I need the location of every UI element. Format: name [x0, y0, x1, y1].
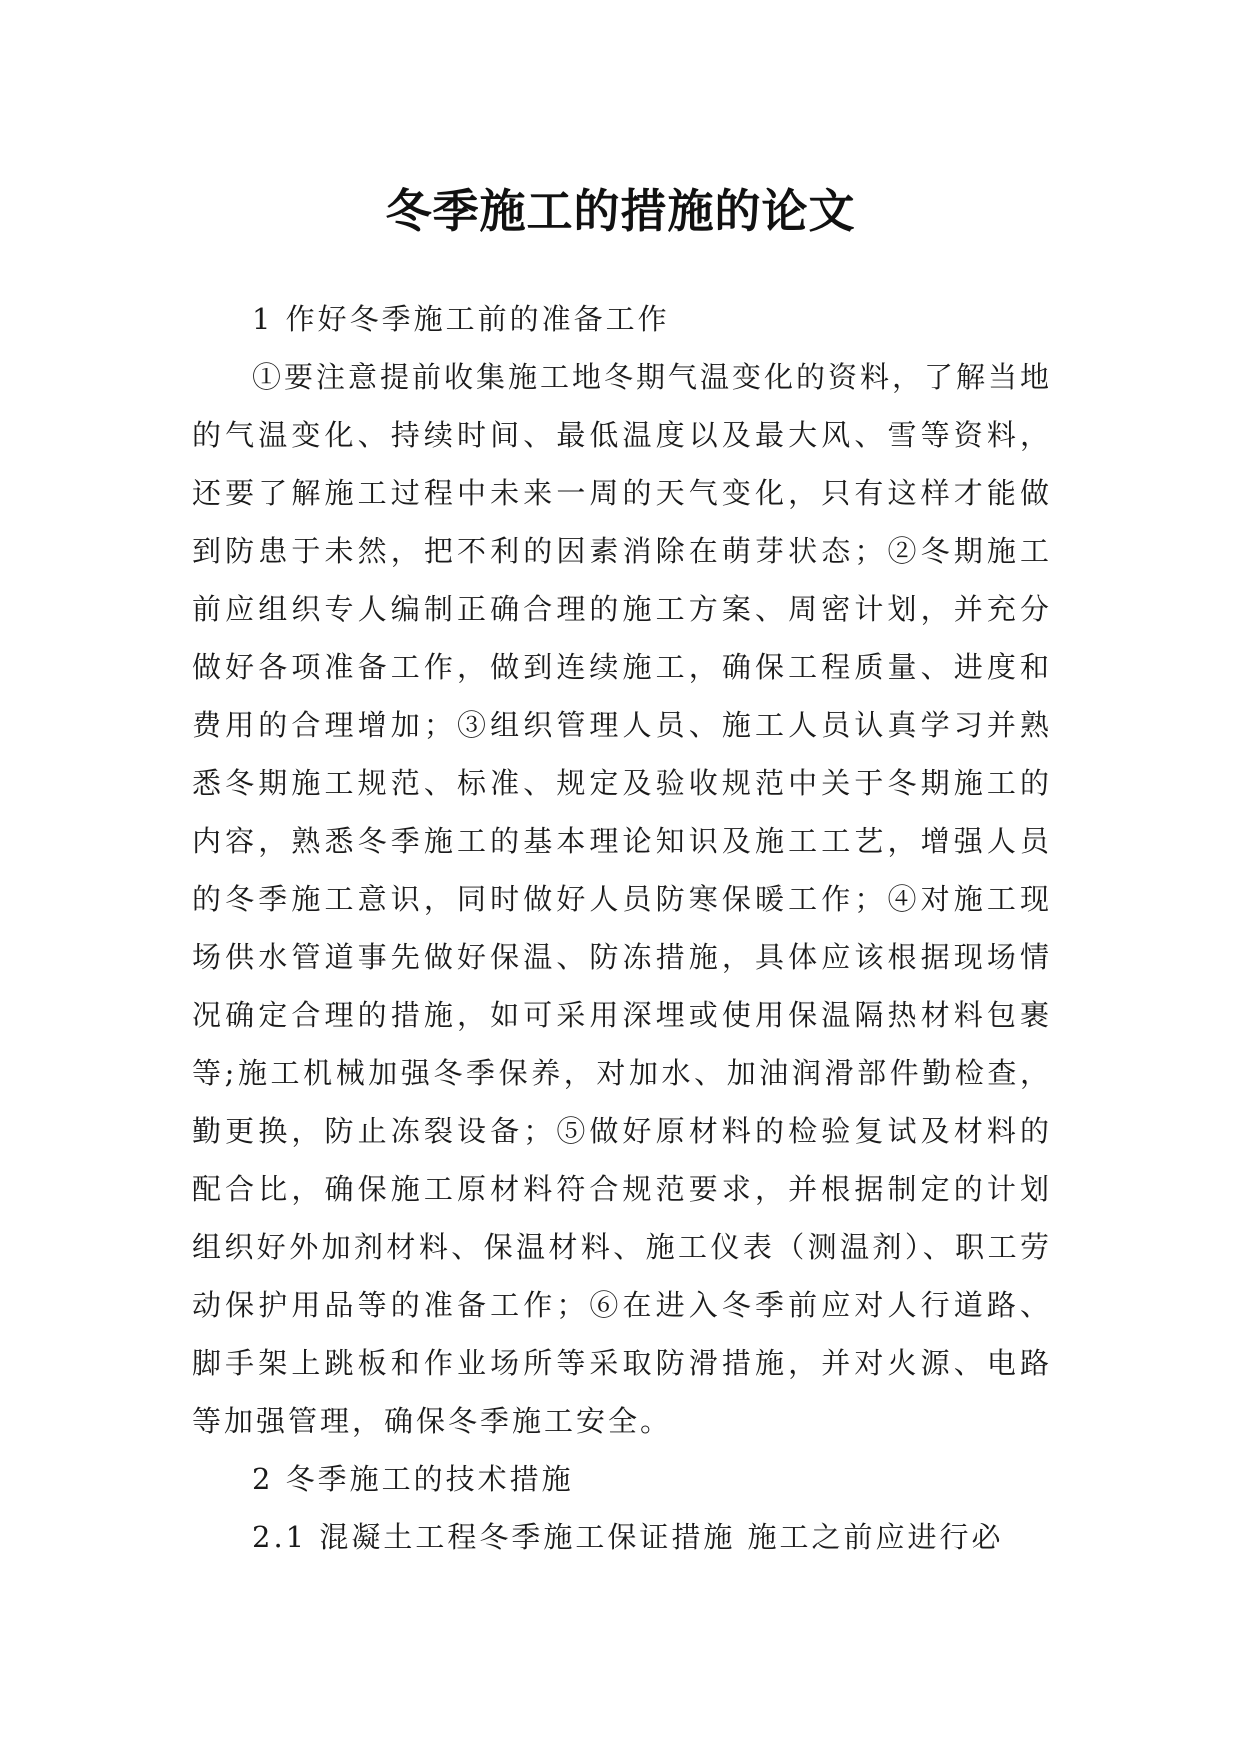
body-paragraph-2: 2.1 混凝土工程冬季施工保证措施 施工之前应进行必	[252, 1520, 1004, 1554]
document-title: 冬季施工的措施的论文	[385, 183, 856, 238]
section-heading-2: 2 冬季施工的技术措施	[252, 1462, 574, 1496]
section-heading-1: 1 作好冬季施工前的准备工作	[252, 302, 670, 336]
body-paragraph-1: ①要注意提前收集施工地冬期气温变化的资料，了解当地的气温变化、持续时间、最低温度以及最大风、雪等资料，还要了解施工过程中未来一周的天气变化，只有这样才能做到防患于未然，把不利的因素消除在萌芽状态；②冬期施工前应组织专人编制正确合理的施工方案、周密计划，并充分做好各项准备工作，做到连续施工，确保工程质量、进度和费用的合理增加；③组织管理人员、施工人员认真学习并熟悉冬期施工规范、标准、规定及验收规范中关于冬期施工的内容，熟悉冬季施工的基本理论知识及施工工艺，增强人员的冬季施工意识，同时做好人员防寒保暖工作；④对施工现场供水管道事先做好保温、防冻措施，具体应该根据现场情况确定合理的措施，如可采用深埋或使用保温隔热材料包裹等;施工机械加强冬季保养，对加水、加油润滑部件勤检查，勤更换，防止冻裂设备；⑤做好原材料的检验复试及材料的配合比，确保施工原材料符合规范要求，并根据制定的计划组织好外加剂材料、保温材料、施工仪表（测温剂）、职工劳动保护用品等的准备工作；⑥在进入冬季前应对人行道路、脚手架上跳板和作业场所等采取防滑措施，并对火源、电路等加强管理，确保冬季施工安全。	[192, 360, 1053, 1438]
document-body	[192, 290, 1052, 1566]
